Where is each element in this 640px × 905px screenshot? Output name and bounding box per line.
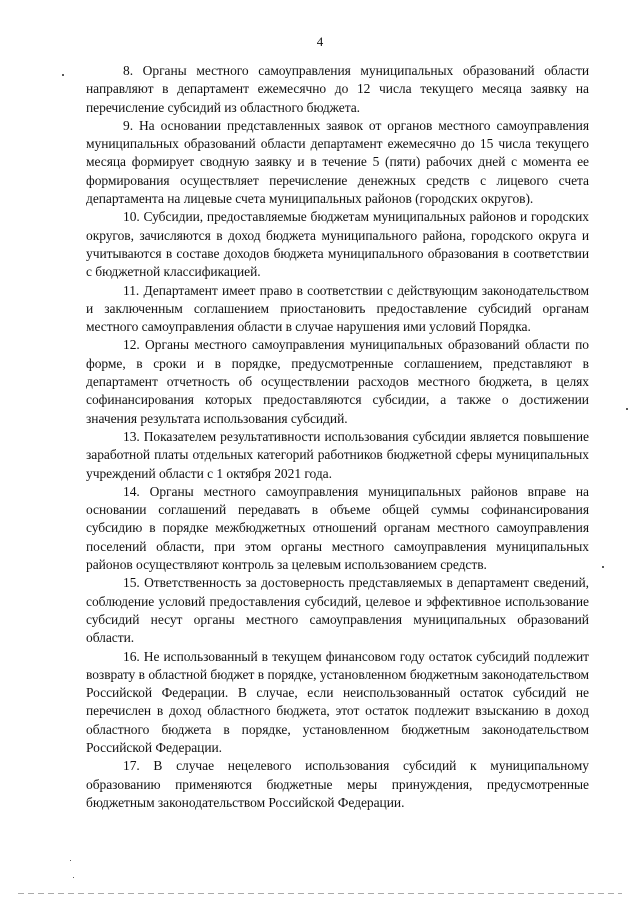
scan-speck [73, 877, 74, 878]
scan-speck [62, 74, 64, 76]
paragraph-9: 9. На основании представленных заявок от органов местного самоуправления муниципальных образований области департамент ежемесячно до 15 числа текущего месяца формирует сводную заявку и в течение 5 (пяти) рабочих дней с момента ее формирования осуществляет перечисление денежных средств с лицевого счета департамента на лицевые счета муниципальных районов (городских округов). [86, 117, 589, 207]
document-body [86, 62, 589, 812]
paragraph-12: 12. Органы местного самоуправления муниципальных образований области по форме, в сроки и в порядке, предусмотренные соглашением, представляют в департамент отчетность об осуществлении расходов местного бюджета, в целях софинансирования которых предоставляются субсидии, а также о достижении значения результата использования субсидий. [86, 337, 589, 426]
scan-edge-line [18, 893, 622, 894]
scan-speck [602, 566, 604, 568]
scan-speck [626, 408, 628, 410]
paragraph-16: 16. Не использованный в текущем финансовом году остаток субсидий подлежит возврату в областной бюджет в порядке, установленном бюджетным законодательством Российской Федерации. В случае, если неиспользованный остаток субсидий не перечислен в доход областного бюджета, этот остаток подлежит взысканию в доход областного бюджета в порядке, установленном бюджетным законодательством Российской Федерации. [86, 648, 589, 755]
paragraph-13: 13. Показателем результативности использования субсидии является повышение заработной платы отдельных категорий работников бюджетной сферы муниципальных учреждений области с 1 октября 2021 года. [86, 428, 589, 481]
paragraph-8: 8. Органы местного самоуправления муниципальных образований области направляют в департамент ежемесячно до 12 числа текущего месяца заявку на перечисление субсидий из областного бюджета. [86, 63, 589, 115]
scan-speck [70, 860, 71, 861]
paragraph-11: 11. Департамент имеет право в соответствии с действующим законодательством и заключенным соглашением приостановить предоставление субсидий органам местного самоуправления области в случае нарушения ими условий Порядка. [86, 282, 589, 335]
paragraph-10: 10. Субсидии, предоставляемые бюджетам муниципальных районов и городских округов, зачисляются в доход бюджета муниципального района, городского округа и учитываются в составе доходов бюджета муниципального образования в соответствии с бюджетной классификацией. [86, 209, 589, 280]
paragraph-14: 14. Органы местного самоуправления муниципальных районов вправе на основании соглашений передавать в объеме общей суммы софинансирования субсидию в порядке межбюджетных отношений органам местного самоуправления поселений области, при этом органы местного самоуправления муниципальных районов осуществляют контроль за целевым использованием средств. [86, 483, 589, 573]
paragraph-15: 15. Ответственность за достоверность представляемых в департамент сведений, соблюдение условий предоставления субсидий, целевое и эффективное использование субсидий несут органы местного самоуправления муниципальных образований области. [86, 575, 589, 646]
page-number: 4 [316, 34, 324, 49]
paragraph-17: 17. В случае нецелевого использования субсидий к муниципальному образованию применяются бюджетные меры принуждения, предусмотренные бюджетным законодательством Российской Федерации. [86, 758, 589, 810]
